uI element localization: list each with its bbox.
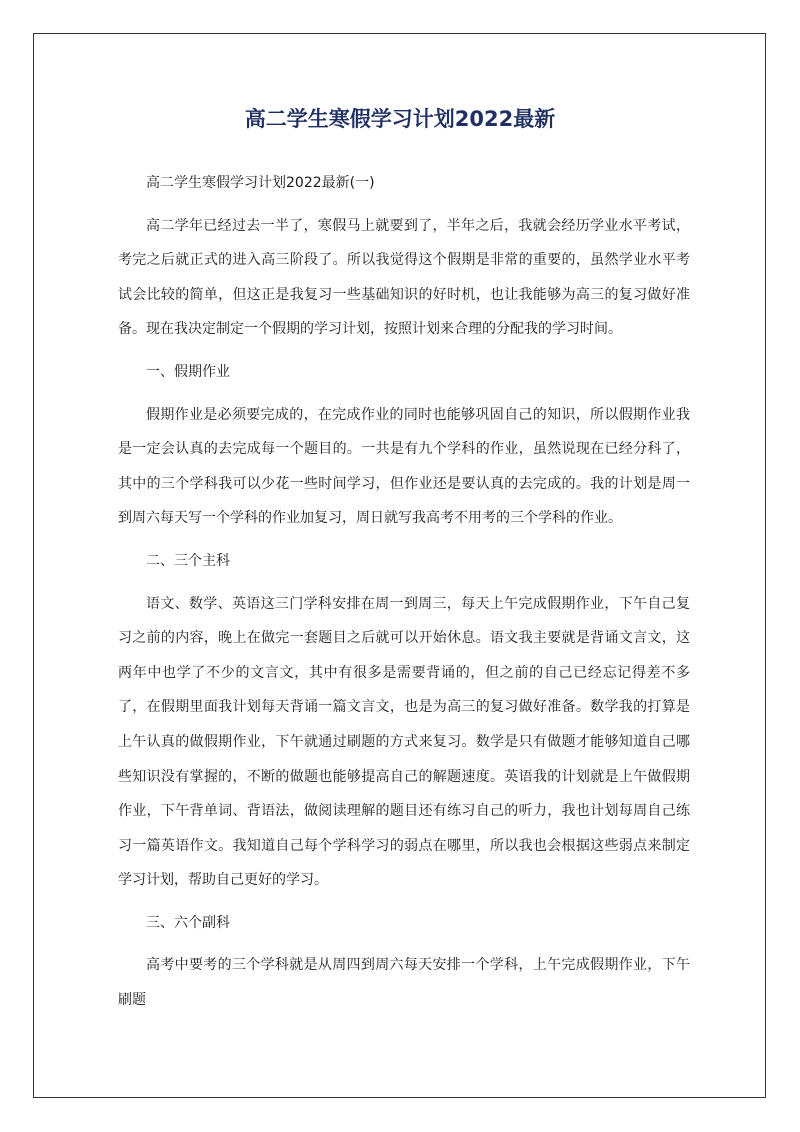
section-heading-homework: 一、假期作业 — [146, 363, 230, 380]
section-body-main-subjects: 语文、数学、英语这三门学科安排在周一到周三，每天上午完成假期作业，下午自己复习之前的内容，晚上在做完一套题目之后就可以开始休息。语文我主要就是背诵文言文，这两年中也学了不少的文言文，其中有很多是需要背诵的，但之前的自己已经忘记得差不多了，在假期里面我计划每天背诵一篇文言文，也是为高三的复习做好准备。数学我的打算是上午认真的做假期作业，下午就通过刷题的方式来复习。数学是只有做题才能够知道自己哪些知识没有掌握的，不断的做题也能够提高自己的解题速度。英语我的计划就是上午做假期作业，下午背单词、背语法，做阅读理解的题目还有练习自己的听力，我也计划每周自己练习一篇英语作文。我知道自己每个学科学习的弱点在哪里，所以我也会根据这些弱点来制定学习计划，帮助自己更好的学习。 — [118, 595, 690, 889]
section-body-homework: 假期作业是必须要完成的，在完成作业的同时也能够巩固自己的知识，所以假期作业我是一定会认真的去完成每一个题目的。一共是有九个学科的作业，虽然说现在已经分科了，其中的三个学科我可以少花一些时间学习，但作业还是要认真的去完成的。我的计划是周一到周六每天写一个学科的作业加复习，周日就写我高考不用考的三个学科的作业。 — [118, 406, 690, 527]
section-body-minor-subjects: 高考中要考的三个学科就是从周四到周六每天安排一个学科，上午完成假期作业，下午刷题 — [118, 957, 690, 1009]
section-heading-main-subjects: 二、三个主科 — [146, 552, 230, 569]
document-body — [118, 166, 690, 1026]
intro-paragraph: 高二学年已经过去一半了，寒假马上就要到了，半年之后，我就会经历学业水平考试，考完之后就正式的进入高三阶段了。所以我觉得这个假期是非常的重要的，虽然学业水平考试会比较的简单，但这正是我复习一些基础知识的好时机，也让我能够为高三的复习做好准备。现在我决定制定一个假期的学习计划，按照计划来合理的分配我的学习时间。 — [118, 217, 690, 338]
document-subtitle: 高二学生寒假学习计划2022最新(一) — [146, 175, 375, 191]
section-heading-minor-subjects: 三、六个副科 — [146, 914, 230, 931]
document-title: 高二学生寒假学习计划2022最新 — [244, 107, 556, 131]
